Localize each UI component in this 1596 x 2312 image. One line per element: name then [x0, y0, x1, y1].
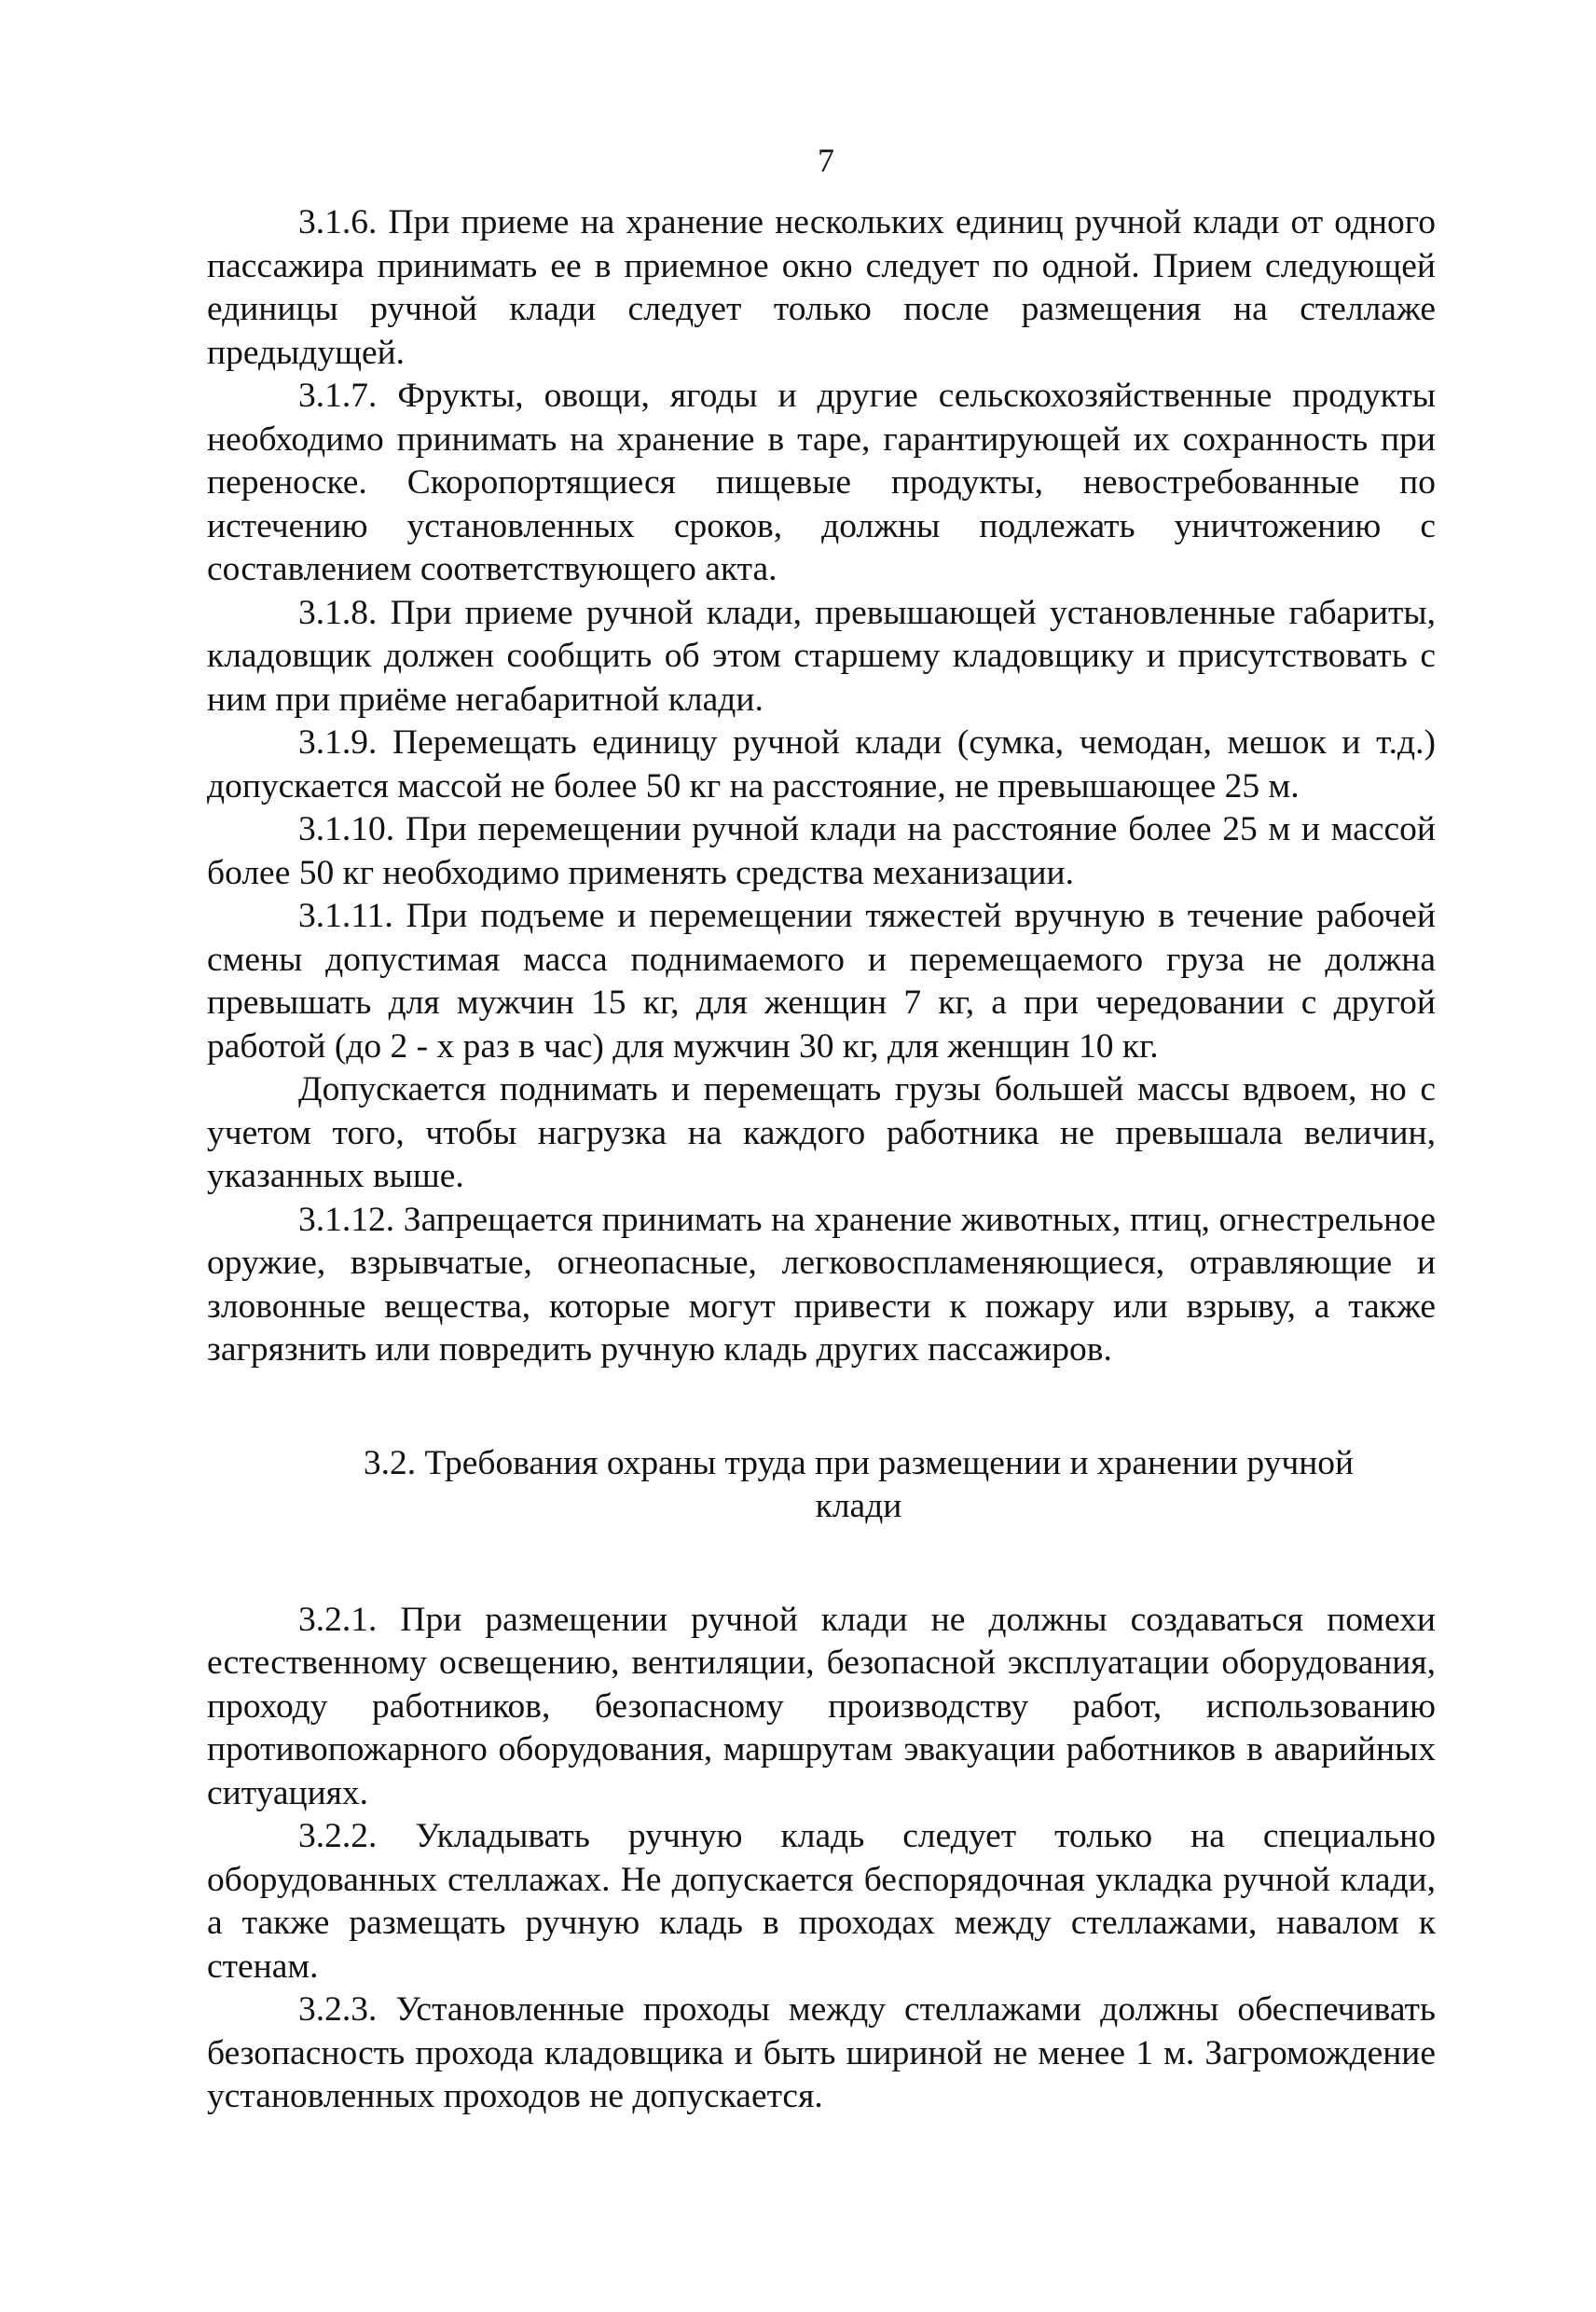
paragraph-3-1-11-continued: Допускается поднимать и перемещать грузы большей массы вдвоем, но с учетом того, чтобы нагрузка на каждого работника не превышала величин, указанных выше. — [207, 1070, 1436, 1195]
paragraph-3-2-3: 3.2.3. Установленные проходы между стеллажами должны обеспечивать безопасность прохода кладовщика и быть шириной не менее 1 м. Загромождение установленных проходов не допускается. — [207, 1990, 1436, 2115]
section-heading-3-2: 3.2. Требования охраны труда при размещении и хранении ручной клади — [363, 1443, 1355, 1525]
paragraph-3-1-7: 3.1.7. Фрукты, овощи, ягоды и другие сельскохозяйственные продукты необходимо принимать на хранение в таре, гарантирующей их сохранность при переноске. Скоропортящиеся пищевые продукты, невостребованные по истечению установленных сроков, должны подлежать уничтожению с составлением соответствующего акта. — [207, 377, 1436, 588]
document-body — [207, 201, 1436, 2119]
paragraph-3-1-12: 3.1.12. Запрещается принимать на хранение животных, птиц, огнестрельное оружие, взрывчатые, огнеопасные, легковоспламеняющиеся, отравляющие и зловонные вещества, которые могут привести к пожару или взрыву, а также загрязнить или повредить ручную кладь других пассажиров. — [207, 1200, 1436, 1369]
paragraph-3-2-1: 3.2.1. При размещении ручной клади не должны создаваться помехи естественному освещению, вентиляции, безопасной эксплуатации оборудования, проходу работников, безопасному производству работ, использованию противопожарного оборудования, маршрутам эвакуации работников в аварийных ситуациях. — [207, 1600, 1436, 1812]
paragraph-3-1-6: 3.1.6. При приеме на хранение нескольких единиц ручной клади от одного пассажира принимать ее в приемное окно следует по одной. Прием следующей единицы ручной клади следует только после размещения на стеллаже предыдущей. — [207, 203, 1436, 372]
page-number: 7 — [818, 142, 834, 179]
paragraph-3-2-2: 3.2.2. Укладывать ручную кладь следует только на специально оборудованных стеллажах. Не допускается беспорядочная укладка ручной клади, а также размещать ручную кладь в проходах между стеллажами, навалом к стенам. — [207, 1817, 1436, 1986]
paragraph-3-1-8: 3.1.8. При приеме ручной клади, превышающей установленные габариты, кладовщик должен сообщить об этом старшему кладовщику и присутствовать с ним при приёме негабаритной клади. — [207, 593, 1436, 719]
paragraph-3-1-9: 3.1.9. Перемещать единицу ручной клади (сумка, чемодан, мешок и т.д.) допускается массой не более 50 кг на расстояние, не превышающее 25 м. — [207, 723, 1436, 805]
paragraph-3-1-11: 3.1.11. При подъеме и перемещении тяжестей вручную в течение рабочей смены допустимая масса поднимаемого и перемещаемого груза не должна превышать для мужчин 15 кг, для женщин 7 кг, а при чередовании с другой работой (до 2 - х раз в час) для мужчин 30 кг, для женщин 10 кг. — [207, 897, 1436, 1066]
paragraph-3-1-10: 3.1.10. При перемещении ручной клади на расстояние более 25 м и массой более 50 кг необходимо применять средства механизации. — [207, 810, 1436, 892]
